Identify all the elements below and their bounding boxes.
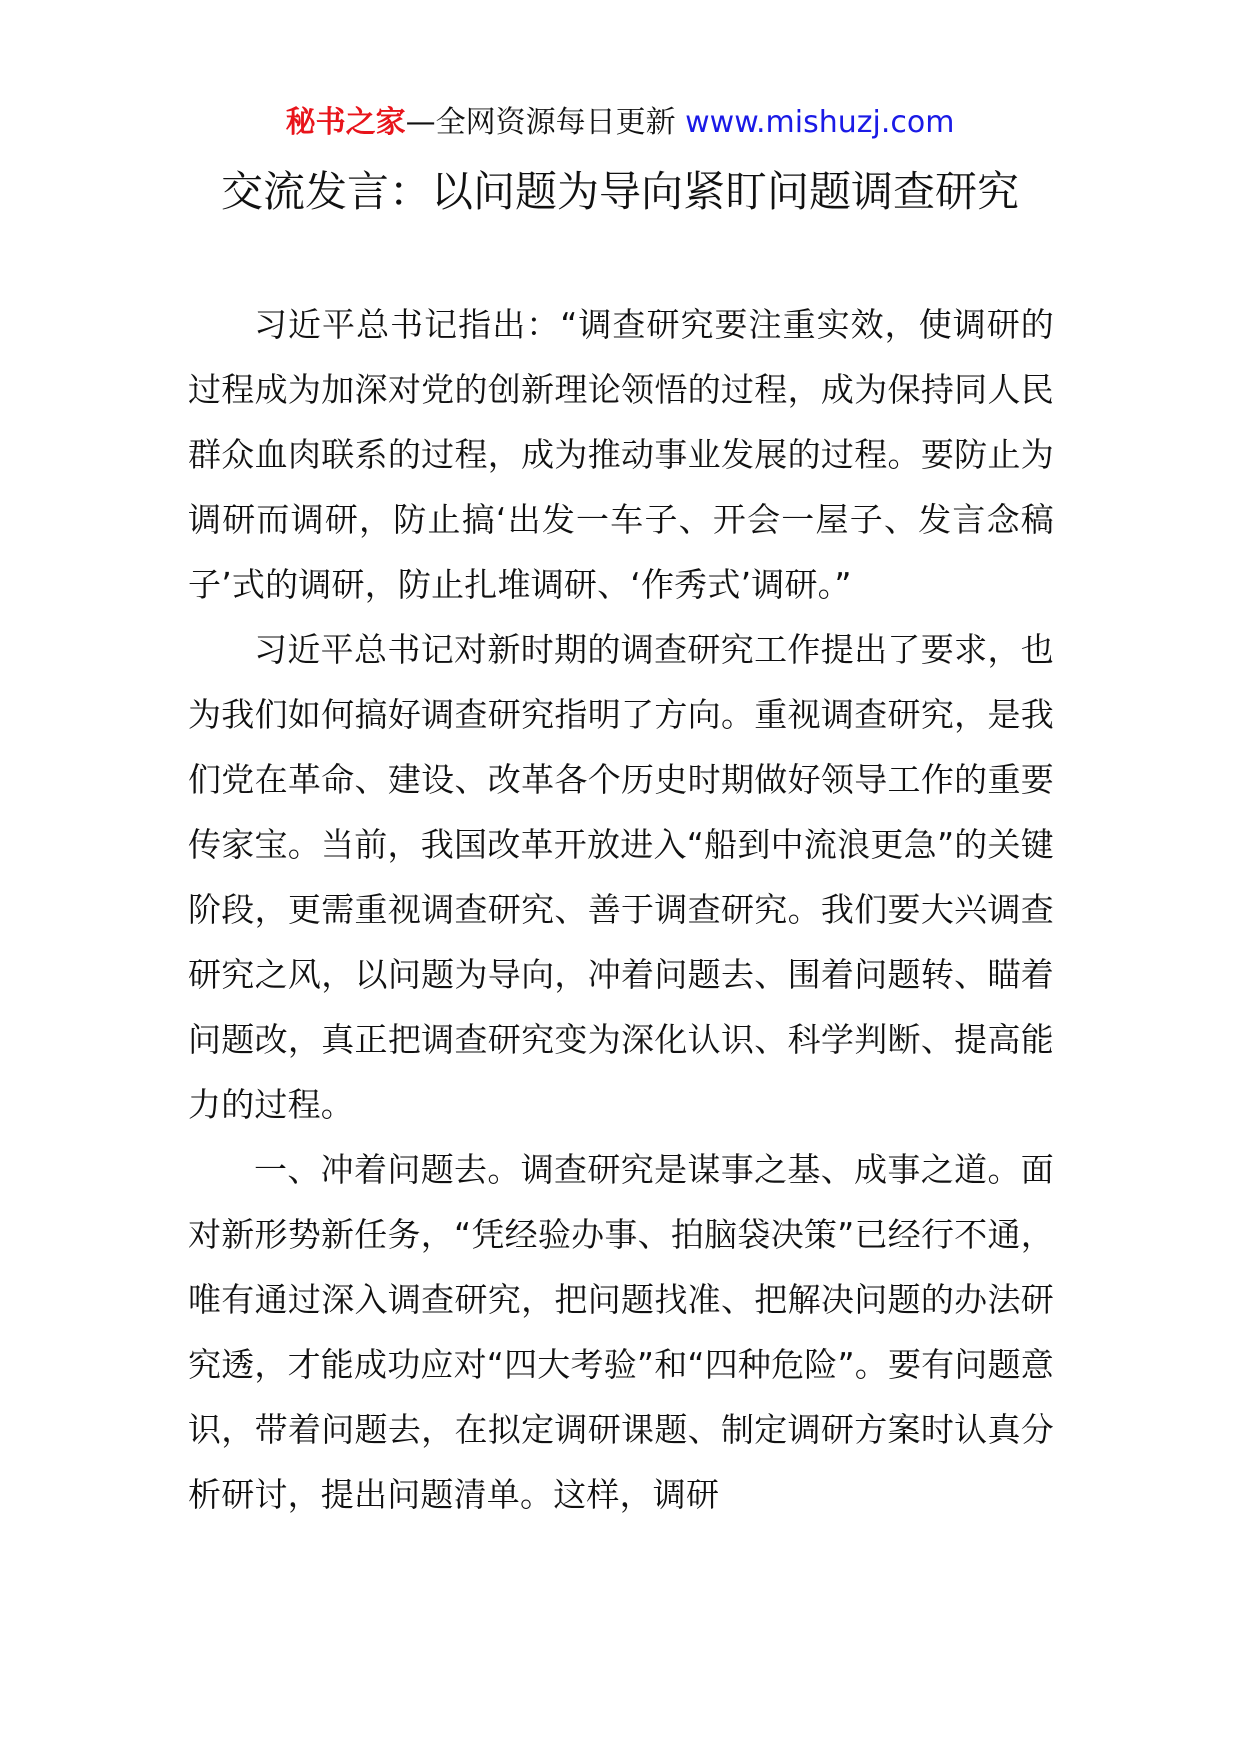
paragraph-quote: 习近平总书记指出：“调查研究要注重实效，使调研的过程成为加深对党的创新理论领悟的过程，成为保持同人民群众血肉联系的过程，成为推动事业发展的过程。要防止为调研而调研，防止搞‘出发一车子、开会一屋子、发言念稿子’式的调研，防止扎堆调研、‘作秀式’调研。”	[188, 305, 1054, 604]
site-url-link[interactable]: www.mishuzj.com	[685, 105, 955, 140]
paragraph-requirements: 习近平总书记对新时期的调查研究工作提出了要求，也为我们如何搞好调查研究指明了方向。重视调查研究，是我们党在革命、建设、改革各个历史时期做好领导工作的重要传家宝。当前，我国改革开放进入“船到中流浪更急”的关键阶段，更需重视调查研究、善于调查研究。我们要大兴调查研究之风，以问题为导向，冲着问题去、围着问题转、瞄着问题改，真正把调查研究变为深化认识、科学判断、提高能力的过程。	[188, 630, 1054, 1124]
document-body	[188, 292, 1054, 1527]
site-brand: 秘书之家	[285, 105, 406, 140]
document-title: 交流发言：以问题为导向紧盯问题调查研究	[220, 167, 1019, 216]
paragraph-section-one: 一、冲着问题去。调查研究是谋事之基、成事之道。面对新形势新任务，“凭经验办事、拍脑袋决策”已经行不通，唯有通过深入调查研究，把问题找准、把解决问题的办法研究透，才能成功应对“四大考验”和“四种危险”。要有问题意识，带着问题去，在拟定调研课题、制定调研方案时认真分析研讨，提出问题清单。这样，调研	[188, 1150, 1054, 1514]
site-tagline: —全网资源每日更新	[405, 105, 686, 140]
site-header	[0, 100, 1240, 146]
